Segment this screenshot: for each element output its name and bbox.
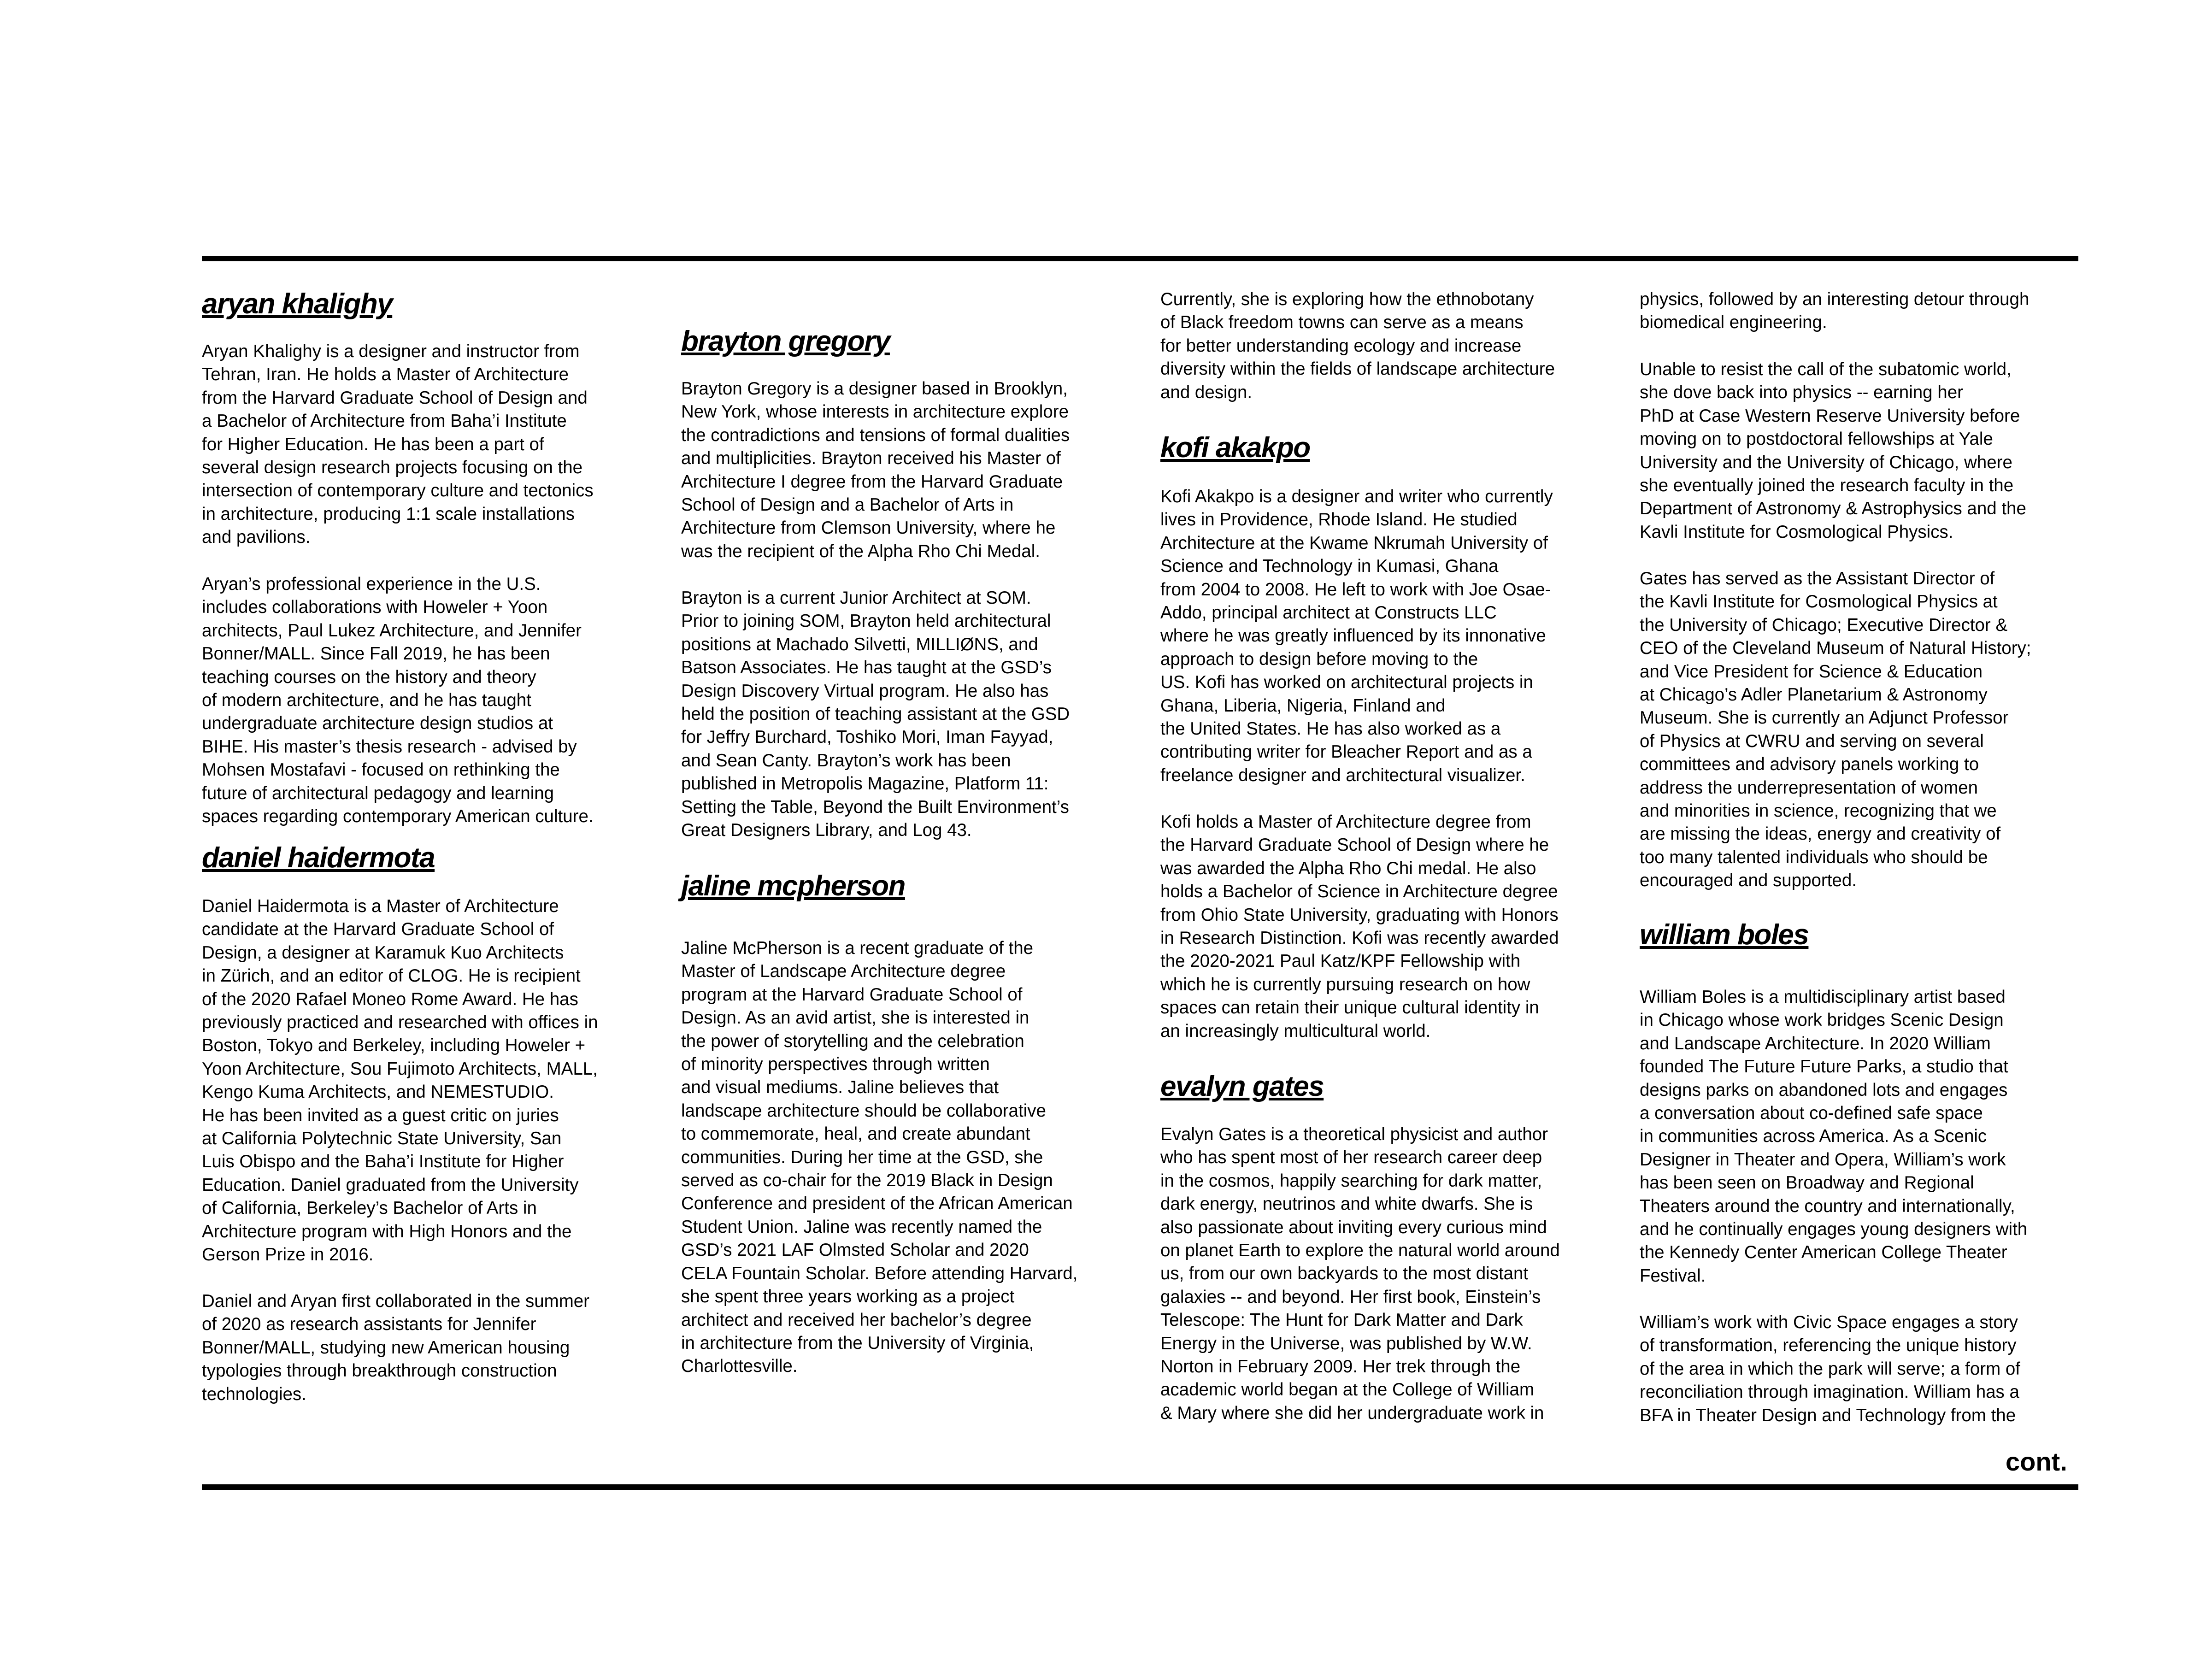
bio-name-daniel-haidermota: daniel haidermota xyxy=(202,842,435,874)
bio-paragraph: Daniel and Aryan first collaborated in the summer of 2020 as research assistants for Jennifer Bonner/MALL, studying new American housing typologies through breakthrough construction technologies. xyxy=(202,1291,590,1404)
bio-paragraph: Kofi Akakpo is a designer and writer who currently lives in Providence, Rhode Island. He studied Architecture at the Kwame Nkrumah University of Science and Technology in Kumasi, Ghana from 2004 to 2008. He left to work with Joe Osae- Addo, principal architect at Constructs LLC where he was greatly influenced by its innonative approach to design before moving to the US. Kofi has worked on architectural projects in Ghana, Liberia, Nigeria, Finland and the United States. He has also worked as a contributing writer for Bleacher Report and as a freelance designer and architectural visualizer. xyxy=(1160,487,1553,785)
continued-paragraph: physics, followed by an interesting detour through biomedical engineering. xyxy=(1640,289,2030,333)
bio-paragraph: Brayton Gregory is a designer based in Brooklyn, New York, whose interests in architecture explore the contradictions and tensions of formal dualities and multiplicities. Brayton received his Master of Architecture I degree from the Harvard Graduate School of Design and a Bachelor of Arts in Architecture from Clemson University, where he was the recipient of the Alpha Rho Chi Medal. xyxy=(681,379,1070,561)
top-rule xyxy=(202,256,2078,261)
bio-name-evalyn-gates: evalyn gates xyxy=(1160,1071,1324,1102)
bio-paragraph: Aryan’s professional experience in the U.S. includes collaborations with Howeler + Yoon architects, Paul Lukez Architecture, and Jennifer Bonner/MALL. Since Fall 2019, he has been teaching courses on the history and theory of modern architecture, and he has taught undergraduate architecture design studios at BIHE. His master’s thesis research - advised by Mohsen Mostafavi - focused on rethinking the future of architectural pedagogy and learning spaces regarding contemporary American culture. xyxy=(202,574,594,827)
bio-paragraph: Unable to resist the call of the subatomic world, she dove back into physics -- earning her PhD at Case Western Reserve University before moving on to postdoctoral fellowships at Yale University and the University of Chicago, where she eventually joined the research faculty in the Department of Astronomy & Astrophysics and the Kavli Institute for Cosmological Physics. xyxy=(1640,359,2026,542)
bio-paragraph: Evalyn Gates is a theoretical physicist and author who has spent most of her research career deep in the cosmos, happily searching for dark matter, dark energy, neutrinos and white dwarfs. She is also passionate about inviting every curious mind on planet Earth to explore the natural world around us, from our own backyards to the most distant galaxies -- and beyond. Her first book, Einstein’s Telescope: The Hunt for Dark Matter and Dark Energy in the Universe, was published by W.W. Norton in February 2009. Her trek through the academic world began at the College of William & Mary where she did her undergraduate work in xyxy=(1160,1124,1560,1423)
bio-paragraph: Aryan Khalighy is a designer and instructor from Tehran, Iran. He holds a Master of Architecture from the Harvard Graduate School of Design and a Bachelor of Architecture from Baha’i Institute for Higher Education. He has been a part of several design research projects focusing on the intersection of contemporary culture and tectonics in architecture, producing 1:1 scale installations and pavilions. xyxy=(202,341,594,547)
bio-paragraph: Daniel Haidermota is a Master of Architecture candidate at the Harvard Graduate School of Design, a designer at Karamuk Kuo Architects in Zürich, and an editor of CLOG. He is recipient of the 2020 Rafael Moneo Rome Award. He has previously practiced and researched with offices in Boston, Tokyo and Berkeley, including Howeler + Yoon Architecture, Sou Fujimoto Architects, MALL, Kengo Kuma Architects, and NEMESTUDIO. He has been invited as a guest critic on juries at California Polytechnic State University, San Luis Obispo and the Baha’i Institute for Higher Education. Daniel graduated from the University of California, Berkeley’s Bachelor of Arts in Architecture program with High Honors and the Gerson Prize in 2016. xyxy=(202,896,598,1265)
continued-paragraph: Currently, she is exploring how the ethnobotany of Black freedom towns can serve as a means for better understanding ecology and increase diversity within the fields of landscape architecture and design. xyxy=(1160,289,1555,402)
continued-label: cont. xyxy=(2006,1447,2067,1476)
bio-name-brayton-gregory: brayton gregory xyxy=(681,325,890,357)
bio-name-jaline-mcpherson: jaline mcpherson xyxy=(681,870,905,902)
bio-name-william-boles: william boles xyxy=(1640,919,1809,951)
bio-paragraph: Brayton is a current Junior Architect at SOM. Prior to joining SOM, Brayton held architectural positions at Machado Silvetti, MILLIØNS, and Batson Associates. He has taught at the GSD’s Design Discovery Virtual program. He also has held the position of teaching assistant at the GSD for Jeffry Burchard, Toshiko Mori, Iman Fayyad, and Sean Canty. Brayton’s work has been published in Metropolis Magazine, Platform 11: Setting the Table, Beyond the Built Environment’s Great Designers Library, and Log 43. xyxy=(681,588,1070,841)
bio-paragraph: Jaline McPherson is a recent graduate of the Master of Landscape Architecture degree program at the Harvard Graduate School of Design. As an avid artist, she is interested in the power of storytelling and the celebration of minority perspectives through written and visual mediums. Jaline believes that landscape architecture should be collaborative to commemorate, heal, and create abundant communities. During her time at the GSD, she served as co-chair for the 2019 Black in Design Conference and president of the African American Student Union. Jaline was recently named the GSD’s 2021 LAF Olmsted Scholar and 2020 CELA Fountain Scholar. Before attending Harvard, she spent three years working as a project architect and received her bachelor’s degree in architecture from the University of Virginia, Charlottesville. xyxy=(681,938,1078,1377)
bio-name-kofi-akakpo: kofi akakpo xyxy=(1160,432,1310,464)
bio-paragraph: Gates has served as the Assistant Director of the Kavli Institute for Cosmological Physics at the University of Chicago; Executive Director & CEO of the Cleveland Museum of Natural History; and Vice President for Science & Education at Chicago’s Adler Planetarium & Astronomy Museum. She is currently an Adjunct Professor of Physics at CWRU and serving on several committees and advisory panels working to address the underrepresentation of women and minorities in science, recognizing that we are missing the ideas, energy and creativity of too many talented individuals who should be encouraged and supported. xyxy=(1640,569,2031,891)
bio-name-aryan-khalighy: aryan khalighy xyxy=(202,288,393,320)
bottom-rule xyxy=(202,1484,2078,1490)
bio-paragraph: Kofi holds a Master of Architecture degree from the Harvard Graduate School of Design where he was awarded the Alpha Rho Chi medal. He also holds a Bachelor of Science in Architecture degree from Ohio State University, graduating with Honors in Research Distinction. Kofi was recently awarded the 2020-2021 Paul Katz/KPF Fellowship with which he is currently pursuing research on how spaces can retain their unique cultural identity in an increasingly multicultural world. xyxy=(1160,812,1559,1041)
bio-paragraph: William Boles is a multidisciplinary artist based in Chicago whose work bridges Scenic Design and Landscape Architecture. In 2020 William founded The Future Future Parks, a studio that designs parks on abandoned lots and engages a conversation about co-defined safe space in communities across America. As a Scenic Designer in Theater and Opera, William’s work has been seen on Broadway and Regional Theaters around the country and internationally, and he continually engages young designers with the Kennedy Center American College Theater Festival. xyxy=(1640,987,2028,1286)
bio-paragraph: William’s work with Civic Space engages a story of transformation, referencing the unique history of the area in which the park will serve; a form of reconciliation through imagination. William has a BFA in Theater Design and Technology from the xyxy=(1640,1312,2020,1425)
